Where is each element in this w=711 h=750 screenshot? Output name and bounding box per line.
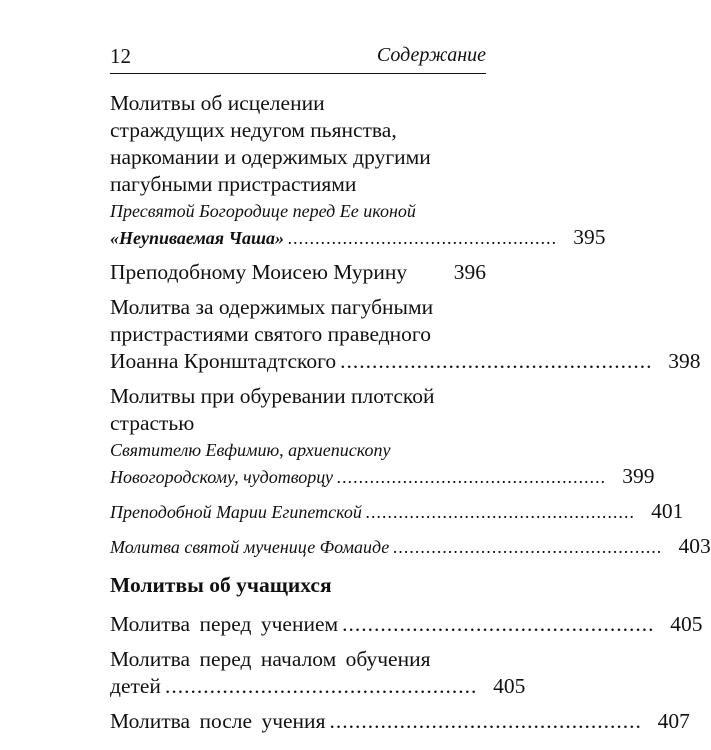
dot-leader: ................................................. xyxy=(329,709,642,733)
section-title-line: наркомании и одержимых другими xyxy=(110,145,431,169)
section-title-line: Молитвы при обуревании плотской xyxy=(110,384,435,408)
entry-text: Молитва святой мученице Фомаиде xyxy=(110,537,390,557)
toc-subentry-line: Святителю Евфимию, архиепископу xyxy=(110,440,391,460)
toc-subentry-line: Пресвятой Богородице перед Ее иконой xyxy=(110,201,416,221)
entry-page-number: 403 xyxy=(678,534,711,558)
dot-leader: ................................................. xyxy=(164,674,478,698)
entry-line: Молитва за одержимых пагубными xyxy=(110,295,434,319)
toc-entry-maria[interactable] xyxy=(110,498,684,525)
entry-text: Преподобной Марии Египетской xyxy=(110,502,362,522)
toc-entry-before-study[interactable] xyxy=(110,611,703,638)
entry-page-number: 405 xyxy=(670,612,703,636)
entry-page-number: 398 xyxy=(668,349,701,373)
entry-text: Иоанна Кронштадтского xyxy=(110,349,337,373)
entry-page-number: 395 xyxy=(573,225,606,249)
dot-leader: ................................................. xyxy=(337,467,607,487)
entry-page-number: 407 xyxy=(657,709,690,733)
entry-text: Молитва после учения xyxy=(110,709,326,733)
table-of-contents xyxy=(110,90,711,735)
toc-entry-ioann[interactable] xyxy=(110,294,701,375)
entry-last-line xyxy=(110,673,526,700)
entry-page-number: 399 xyxy=(622,464,655,488)
page-header xyxy=(110,38,486,74)
toc-entry-evfimiy[interactable] xyxy=(110,463,655,490)
toc-entry-after-study[interactable] xyxy=(110,708,690,735)
entry-page-number: 396 xyxy=(453,260,486,284)
dot-leader: ................................................. xyxy=(288,228,558,248)
section-title-line: Молитвы об исцелении xyxy=(110,91,325,115)
toc-section-addiction xyxy=(110,90,606,251)
section-title-line: пагубными пристрастиями xyxy=(110,172,357,196)
page-number: 12 xyxy=(110,44,131,68)
toc-entry-chasha[interactable] xyxy=(110,224,606,251)
section-title-line: страстью xyxy=(110,411,195,435)
toc-entry-moisey[interactable] xyxy=(110,259,486,286)
dot-leader: ................................................. xyxy=(340,349,653,373)
entry-text: Преподобному Моисею Мурину xyxy=(110,260,408,284)
entry-text: детей xyxy=(110,674,161,698)
entry-line: Молитва перед началом обучения xyxy=(110,647,431,671)
dot-leader: ................................................. xyxy=(365,502,636,522)
entry-page-number: 405 xyxy=(493,674,526,698)
entry-page-number: 401 xyxy=(651,499,684,523)
entry-text: Новогородскому, чудотворцу xyxy=(110,467,334,487)
toc-section-passion xyxy=(110,383,655,490)
section-title-line: страждущих недугом пьянства, xyxy=(110,118,397,142)
running-title: Содержание xyxy=(376,44,486,66)
toc-entry-children[interactable] xyxy=(110,646,526,700)
entry-text: Молитва перед учением xyxy=(110,612,339,636)
entry-line: пристрастиями святого праведного xyxy=(110,322,431,346)
toc-entry-fomaida[interactable] xyxy=(110,533,711,560)
book-page xyxy=(110,38,711,733)
dot-leader: ................................................. xyxy=(342,612,655,636)
entry-last-line xyxy=(110,348,701,375)
dot-leader: ................................................. xyxy=(393,537,663,557)
entry-text: «Неупиваемая Чаша» xyxy=(110,228,285,248)
section-heading-students: Молитвы об учащихся xyxy=(110,573,332,597)
